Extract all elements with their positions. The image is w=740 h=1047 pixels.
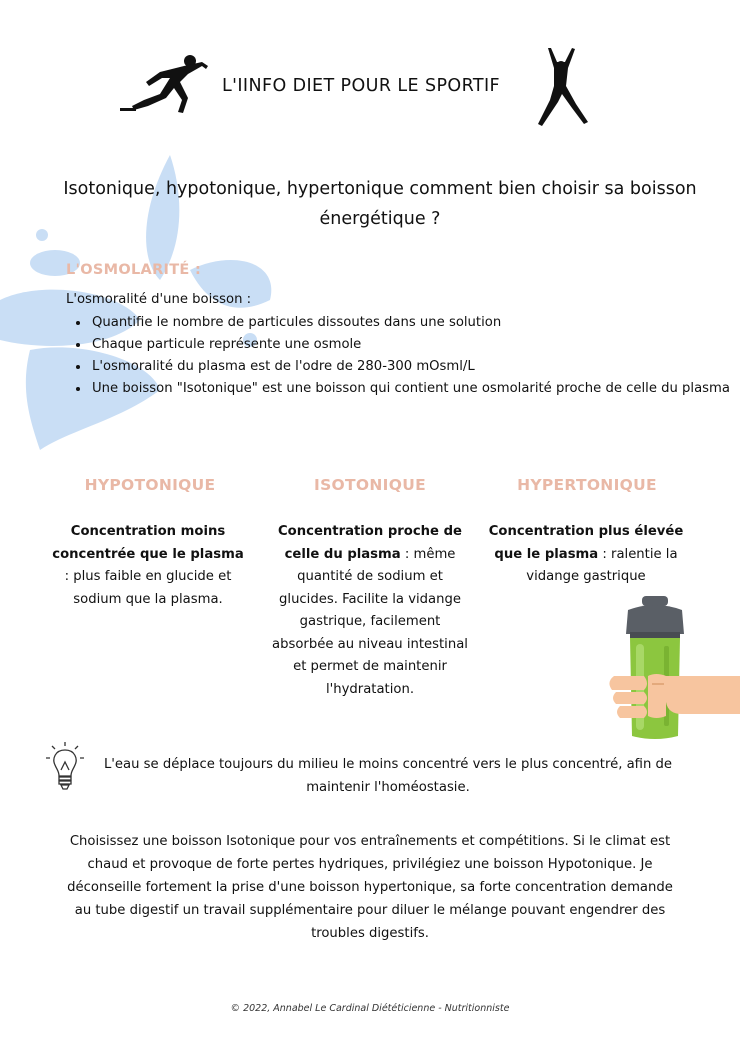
hypotonique-text: : plus faible en glucide et sodium que la plasma.: [64, 569, 232, 607]
lightbulb-icon: [44, 740, 86, 792]
hypertonique-bold-text: Concentration plus élevée que le plasma: [488, 524, 684, 562]
osmolarite-intro: L'osmoralité d'une boisson :: [66, 292, 252, 307]
osmolarite-heading: L'OSMOLARITÉ :: [66, 262, 202, 278]
athlete-stretch-icon: [532, 46, 590, 128]
hypotonique-heading: HYPOTONIQUE: [84, 476, 216, 494]
isotonique-text: : même quantité de sodium et glucides. Facilite la vidange gastrique, facilement absorbée au niveau intestinal et permet de maintenir l'hydratation.: [272, 546, 468, 697]
water-bottle-hand-illustration: [606, 596, 740, 742]
conclusion-text: Choisissez une boisson Isotonique pour vos entraînements et compétitions. Si le climat est chaud et provoque de forte pertes hydriques, privilégiez une boisson Hypotonique. Je déconseille fortement la prise d'une boisson hypertonique, sa forte concentration demande au tube digestif un travail supplémentaire pour diluer le mélange pouvant engendrer des troubles digestifs.: [67, 834, 673, 941]
osmolarite-bullet-list: [68, 312, 740, 400]
list-item: • Quantifie le nombre de particules dissoutes dans une solution: [90, 312, 740, 334]
runner-icon: [118, 52, 210, 116]
hypertonique-heading: HYPERTONIQUE: [517, 476, 657, 494]
isotonique-bold-text: Concentration proche de celle du plasma: [278, 524, 462, 562]
hypotonique-description: [48, 521, 248, 611]
list-item: • Une boisson "Isotonique" est une boisson qui contient une osmolarité proche de celle du plasma: [90, 378, 740, 400]
tip-text: L'eau se déplace toujours du milieu le moins concentré vers le plus concentré, afin de maintenir l'homéostasie.: [103, 757, 673, 795]
copyright-footer: © 2022, Annabel Le Cardinal Diététicienne - Nutritionniste: [230, 1003, 510, 1014]
header-title: L'IINFO DIET POUR LE SPORTIF: [222, 76, 500, 96]
page-title: Isotonique, hypotonique, hypertonique comment bien choisir sa boisson énergétique ?: [63, 179, 697, 229]
isotonique-description: [272, 521, 468, 701]
hypertonique-description: [488, 521, 684, 589]
list-item: • L'osmoralité du plasma est de l'odre de 280-300 mOsml/L: [90, 356, 740, 378]
hypertonique-text: : ralentie la vidange gastrique: [526, 546, 678, 584]
list-item: • Chaque particule représente une osmole: [90, 334, 740, 356]
hypotonique-bold-text: Concentration moins concentrée que le plasma: [52, 524, 244, 562]
isotonique-heading: ISOTONIQUE: [314, 476, 426, 494]
